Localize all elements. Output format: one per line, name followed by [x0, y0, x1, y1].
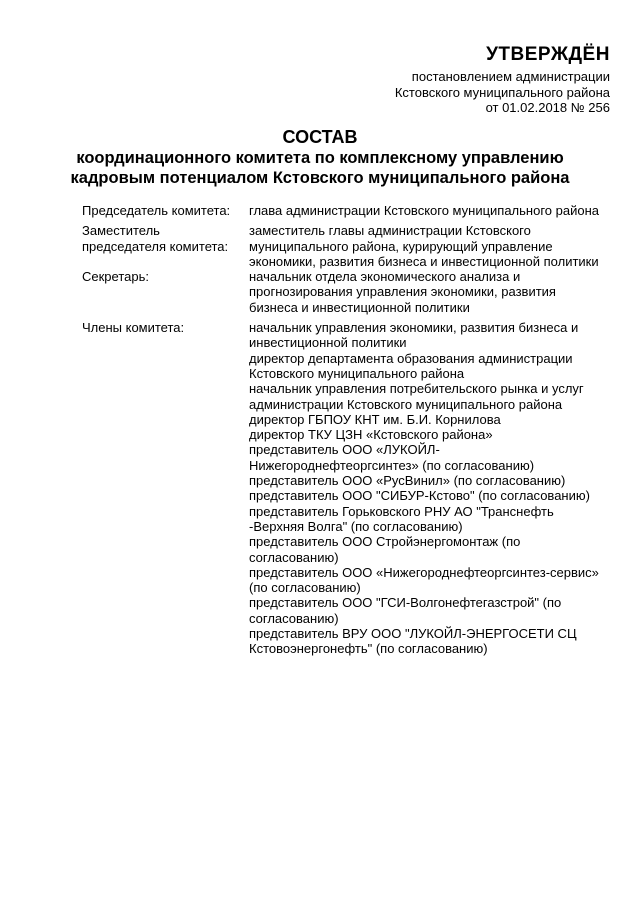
member-line: муниципального района, курирующий управление [249, 238, 553, 254]
member-line: представитель ООО "СИБУР-Кстово" (по согласованию) [249, 488, 590, 504]
document-subtitle-line: координационного комитета по комплексному управлению [76, 149, 564, 167]
member-item [249, 351, 610, 382]
member-line: представитель ООО «ЛУКОЙЛ- [249, 442, 440, 458]
approval-title: УТВЕРЖДЁН [486, 44, 610, 65]
approval-line: от 01.02.2018 № 256 [485, 100, 610, 115]
member-item [249, 504, 610, 535]
member-line: согласованию) [249, 610, 339, 626]
approval-line: постановлением администрации [411, 69, 610, 84]
member-item [249, 320, 610, 351]
committee-role [82, 320, 249, 657]
member-line: начальник отдела экономического анализа и [249, 269, 521, 285]
committee-role [82, 269, 249, 315]
committee-members [249, 320, 610, 657]
committee-row [82, 269, 610, 315]
member-line: заместитель главы администрации Кстовского [249, 223, 531, 239]
member-line: бизнеса и инвестиционной политики [249, 299, 470, 315]
member-item [249, 626, 610, 657]
member-line: -Верхняя Волга" (по согласованию) [249, 518, 463, 534]
role-line: Председатель комитета: [82, 203, 231, 218]
member-item [249, 488, 610, 503]
member-line: директор ГБПОУ КНТ им. Б.И. Корнилова [249, 411, 501, 427]
member-item [249, 534, 610, 565]
member-line: администрации Кстовского муниципального района [249, 396, 563, 412]
member-line: Кстовского муниципального района [249, 365, 465, 381]
approval-stamp [395, 44, 610, 116]
committee-composition [82, 203, 610, 657]
member-line: экономики, развития бизнеса и инвестиционной политики [249, 253, 599, 269]
committee-members [249, 269, 610, 315]
member-item [249, 381, 610, 412]
member-line: представитель ООО "ГСИ-Волгонефтегазстрой" (по [249, 595, 562, 611]
member-line: согласованию) [249, 549, 339, 565]
document-title: СОСТАВ [282, 127, 358, 147]
member-line: представитель ООО «Нижегороднефтеоргсинтез-сервис» [249, 564, 599, 580]
member-item [249, 412, 610, 427]
member-line: представитель ВРУ ООО "ЛУКОЙЛ-ЭНЕРГОСЕТИ СЦ [249, 626, 577, 642]
committee-members [249, 203, 610, 218]
committee-row [82, 203, 610, 218]
member-line: Нижегороднефтеоргсинтез» (по согласованию) [249, 457, 535, 473]
role-line: Члены комитета: [82, 320, 185, 336]
member-line: (по согласованию) [249, 580, 361, 596]
member-line: Кстовоэнергонефть" (по согласованию) [249, 641, 488, 657]
member-item [249, 565, 610, 596]
member-line: глава администрации Кстовского муниципального района [249, 203, 599, 218]
role-line: Заместитель [82, 223, 160, 239]
member-line: инвестиционной политики [249, 335, 407, 351]
member-item [249, 203, 610, 218]
role-line: Секретарь: [82, 269, 149, 285]
member-item [249, 427, 610, 442]
member-line: представитель ООО Стройэнергомонтаж (по [249, 534, 521, 550]
member-item [249, 442, 610, 473]
document-heading [40, 127, 600, 188]
member-line: начальник управления потребительского рынка и услуг [249, 381, 584, 397]
member-line: директор департамента образования администрации [249, 350, 573, 366]
member-item [249, 269, 610, 315]
role-line: председателя комитета: [82, 238, 229, 254]
committee-row [82, 320, 610, 657]
member-item [249, 595, 610, 626]
committee-role [82, 223, 249, 269]
member-line: начальник управления экономики, развития бизнеса и [249, 320, 579, 336]
member-line: представитель Горьковского РНУ АО "Транснефть [249, 503, 554, 519]
member-item [249, 223, 610, 269]
committee-row [82, 223, 610, 269]
committee-role [82, 203, 249, 218]
member-line: прогнозирования управления экономики, развития [249, 284, 556, 300]
document-subtitle-line: кадровым потенциалом Кстовского муниципального района [70, 169, 570, 187]
member-line: директор ТКУ ЦЗН «Кстовского района» [249, 427, 493, 443]
member-line: представитель ООО «РусВинил» (по согласованию) [249, 473, 566, 489]
committee-members [249, 223, 610, 269]
member-item [249, 473, 610, 488]
approval-line: Кстовского муниципального района [394, 84, 610, 100]
